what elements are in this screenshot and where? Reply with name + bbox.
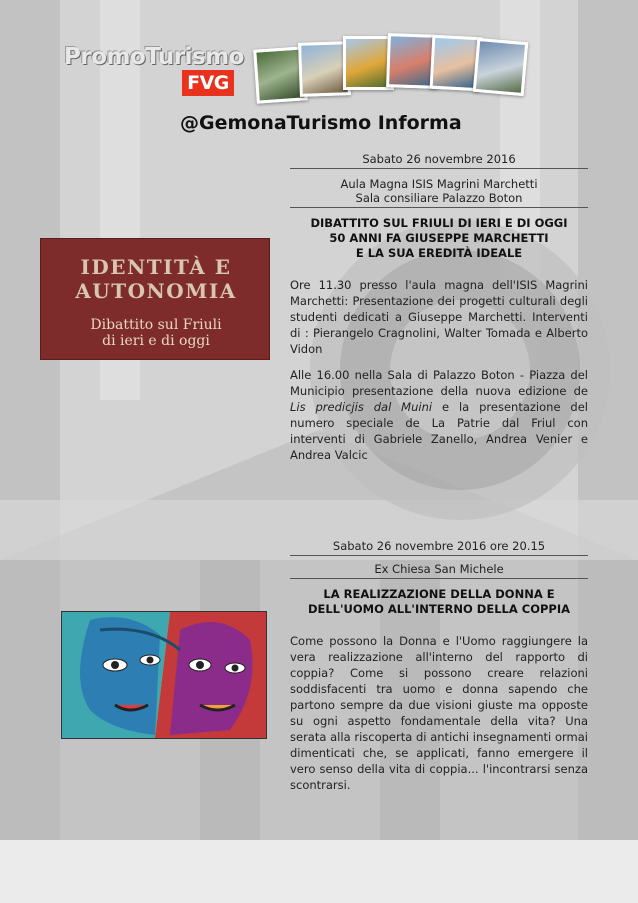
event1-date: Sabato 26 novembre 2016 [290,152,588,169]
logo-fvg-badge: FVG [182,70,234,96]
event2-body [290,633,588,793]
event2-paragraph: Come possono la Donna e l'Uomo raggiungere la vera realizzazione all'interno del rapporto di coppia? Come si possono creare relazioni soddisfacenti tra uomo e donna sapendo che partono sempre da due visioni giuste ma opposte su ogni aspetto fondamentale della vita? Una serata alla riscoperta di antichi insegnamenti ormai dimenticati che, se applicati, fanno emergere il vero senso della vita di coppia... l'incontrarsi senza scontrarsi. [290,634,588,792]
event1-paragraph2-a: Alle 16.00 nella Sala di Palazzo Boton - Piazza del Municipio presentazione della nuova edizione de [290,368,588,398]
event1-venue-line2: Sala consiliare Palazzo Boton [290,191,588,208]
event1-paragraph2-b: e la presentazione del numero speciale de La Patrie dal Friul con interventi di Gabriele Zanello, Andrea Venier e Andrea Valcic [290,400,589,462]
photo-mountains [473,38,529,96]
event1-paragraph1: Ore 11.30 presso l'aula magna dell'ISIS Magrini Marchetti: Presentazione dei progetti culturali degli studenti dedicati a Giuseppe Marchetti. Interventi di : Pierangelo Cragnolini, Walter Tomada e Alberto Vidon [290,278,588,356]
book-subtitle [51,317,261,349]
event2-column [290,539,588,803]
event1-title-line2: 50 ANNI FA GIUSEPPE MARCHETTI [329,231,549,245]
event1-column [290,152,588,473]
event1-title-line1: DIBATTITO SUL FRIULI DI IERI E DI OGGI [310,216,568,230]
event1-venue-line1: Aula Magna ISIS Magrini Marchetti [340,177,538,191]
event1-paragraph2 [290,367,588,463]
logo-main-text: PromoTurismo [64,44,244,70]
book-subtitle-line1: Dibattito sul Friuli [90,317,222,333]
event2-date: Sabato 26 novembre 2016 ore 20.15 [290,539,588,556]
book-title-line2: AUTONOMIA [75,279,237,303]
photo-collage [255,30,555,110]
event2-heading [290,587,588,617]
event2-title-line2: DELL'UOMO ALL'INTERNO DELLA COPPIA [307,602,571,616]
promoturismo-logo [64,44,254,104]
event1-body [290,277,588,463]
event1-title-line3: E LA SUA EREDITÀ IDEALE [355,246,523,260]
book-title-line1: IDENTITÀ E [80,255,232,279]
event2-venue: Ex Chiesa San Michele [290,562,588,579]
event1-heading [290,216,588,261]
event2-title-line1: LA REALIZZAZIONE DELLA DONNA E [323,587,555,601]
page-title: @GemonaTurismo Informa [180,112,462,134]
book-title-italic: Lis predicjis dal Muini [290,400,433,414]
identita-autonomia-book-cover [40,238,270,360]
book-title [51,255,261,303]
couple-faces-painting [60,610,268,740]
book-subtitle-line2: di ieri e di oggi [102,333,210,349]
